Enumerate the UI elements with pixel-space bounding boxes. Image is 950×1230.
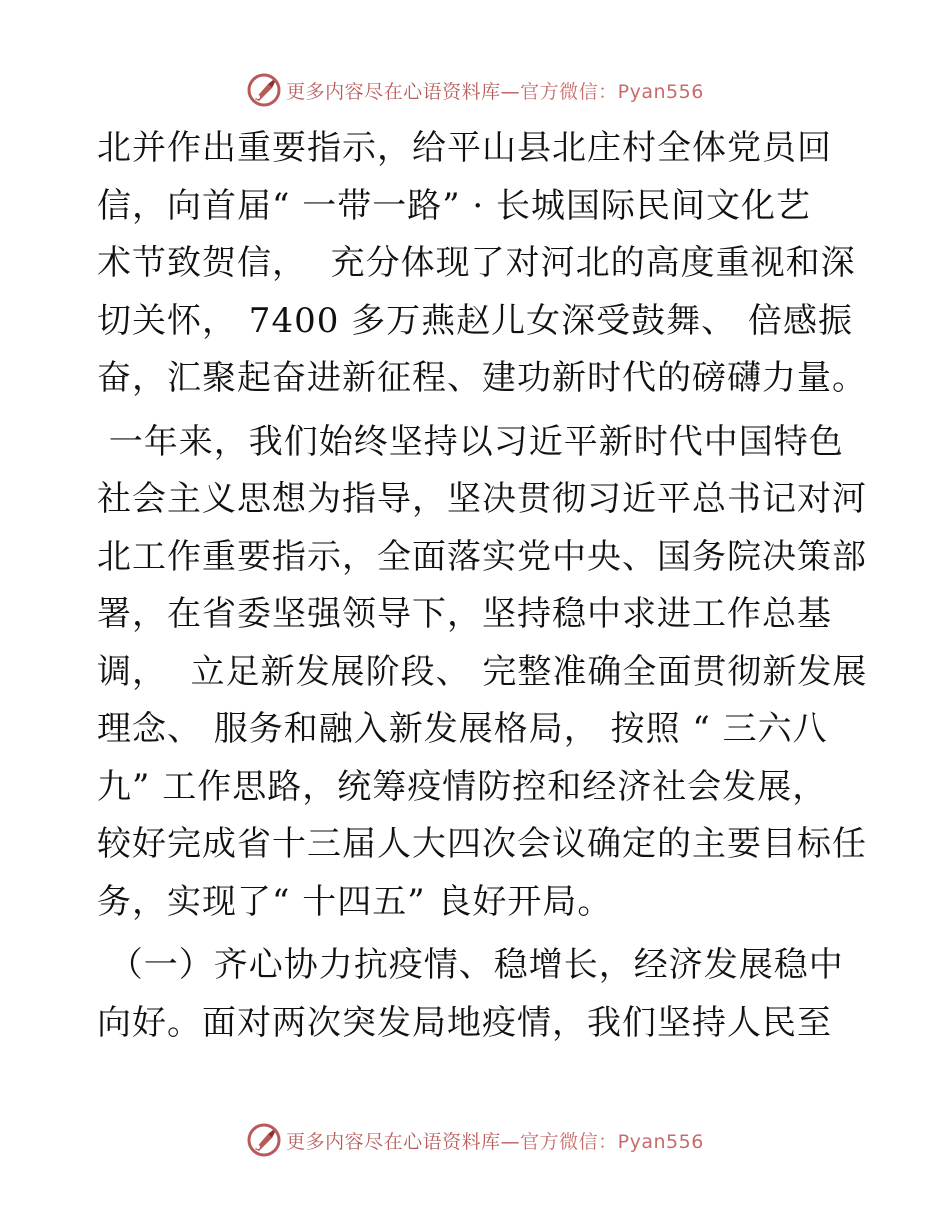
pen-nib-seal-icon [246, 1122, 282, 1158]
text-line: 务，实现了“ 十四五” 良好开局。 [97, 881, 613, 922]
text-line: 理念、 服务和融入新发展格局， 按照 “ 三六八 [97, 709, 828, 749]
document-body [97, 120, 868, 1052]
paragraph-2 [97, 414, 868, 932]
watermark-text [286, 1127, 704, 1154]
watermark-prefix: 更多内容尽在心语资料库— [286, 80, 521, 103]
watermark-contact: 官方微信：Pyan556 [520, 1130, 704, 1153]
watermark-contact: 官方微信：Pyan556 [520, 80, 704, 103]
text-line: 较好完成省十三届人大四次会议确定的主要目标任 [97, 824, 867, 864]
text-line: 术节致贺信， 充分体现了对河北的高度重视和深 [97, 243, 856, 283]
watermark-prefix: 更多内容尽在心语资料库— [286, 1130, 521, 1153]
text-line: 北并作出重要指示，给平山县北庄村全体党员回 [97, 128, 832, 168]
paragraph-3 [97, 937, 857, 1052]
text-line: 调， 立足新发展阶段、 完整准确全面贯彻新发展 [97, 651, 868, 692]
text-line: 署，在省委坚强领导下，坚持稳中求进工作总基 [97, 594, 832, 634]
text-line: （一）齐心协力抗疫情、稳增长，经济发展稳中 [97, 945, 844, 985]
text-line: 九” 工作思路，统筹疫情防控和经济社会发展， [97, 766, 828, 807]
watermark-text [286, 77, 704, 104]
header-watermark [0, 70, 950, 110]
text-line: 奋，汇聚起奋进新征程、建功新时代的磅礴力量。 [97, 358, 867, 398]
text-line: 信，向首届“ 一带一路” · 长城国际民间文化艺 [97, 185, 811, 226]
text-line: 切关怀， 7400 多万燕赵儿女深受鼓舞、 倍感振 [97, 300, 853, 341]
paragraph-1 [97, 120, 867, 408]
pen-nib-seal-icon [246, 72, 282, 108]
text-line: 一年来，我们始终坚持以习近平新时代中国特色 [97, 421, 844, 462]
text-line: 北工作重要指示，全面落实党中央、国务院决策部 [97, 536, 867, 577]
footer-watermark [0, 1120, 950, 1160]
text-line: 向好。面对两次突发局地疫情，我们坚持人民至 [97, 1002, 832, 1043]
text-line: 社会主义思想为指导，坚决贯彻习近平总书记对河 [97, 479, 867, 519]
